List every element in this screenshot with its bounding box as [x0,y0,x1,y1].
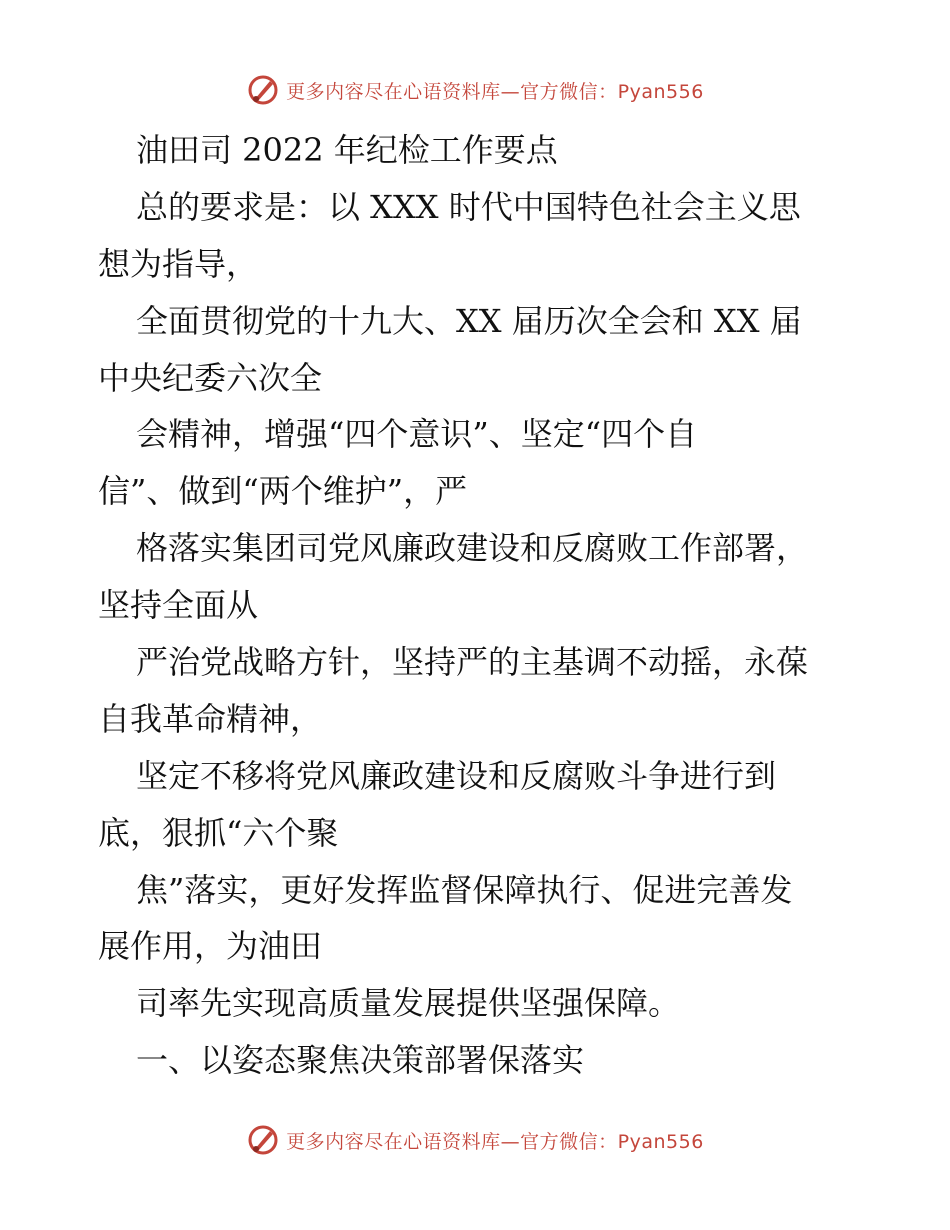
watermark-wechat-id: Pyan556 [617,1130,704,1153]
doc-line: 总的要求是：以 XXX 时代中国特色社会主义思 [136,187,801,226]
watermark-text [286,77,704,104]
brush-logo-icon [246,73,280,107]
doc-line: 会精神，增强“四个意识”、坚定“四个自 [136,415,698,454]
doc-line: 自我革命精神， [98,699,323,738]
watermark-text [286,1127,704,1154]
document-body [98,122,868,1089]
watermark-label: 更多内容尽在心语资料库—官方微信： [286,1130,618,1153]
header-watermark [0,70,950,110]
doc-title: 油田司 2022 年纪检工作要点 [136,131,558,169]
watermark-wechat-id: Pyan556 [617,80,704,103]
section-heading: 一、以姿态聚焦决策部署保落实 [136,1041,585,1080]
doc-line: 坚定不移将党风廉政建设和反腐败斗争进行到 [136,756,777,795]
brush-logo-icon [246,1123,280,1157]
doc-line: 焦”落实，更好发挥监督保障执行、促进完善发 [136,870,793,909]
doc-line: 坚持全面从 [98,586,259,625]
footer-watermark [0,1120,950,1160]
doc-line: 全面贯彻党的十九大、XX 届历次全会和 XX 届 [136,301,802,340]
doc-line: 严治党战略方针，坚持严的主基调不动摇，永葆 [136,643,809,682]
doc-line: 中央纪委六次全 [98,358,323,397]
doc-line: 格落实集团司党风廉政建设和反腐败工作部署， [136,529,809,568]
watermark-label: 更多内容尽在心语资料库—官方微信： [286,80,618,103]
doc-line: 展作用，为油田 [98,927,323,966]
doc-line: 信”、做到“两个维护”，严 [98,472,468,511]
doc-line: 想为指导， [98,244,259,283]
doc-line: 司率先实现高质量发展提供坚强保障。 [136,984,681,1023]
doc-line: 底，狠抓“六个聚 [98,813,339,852]
